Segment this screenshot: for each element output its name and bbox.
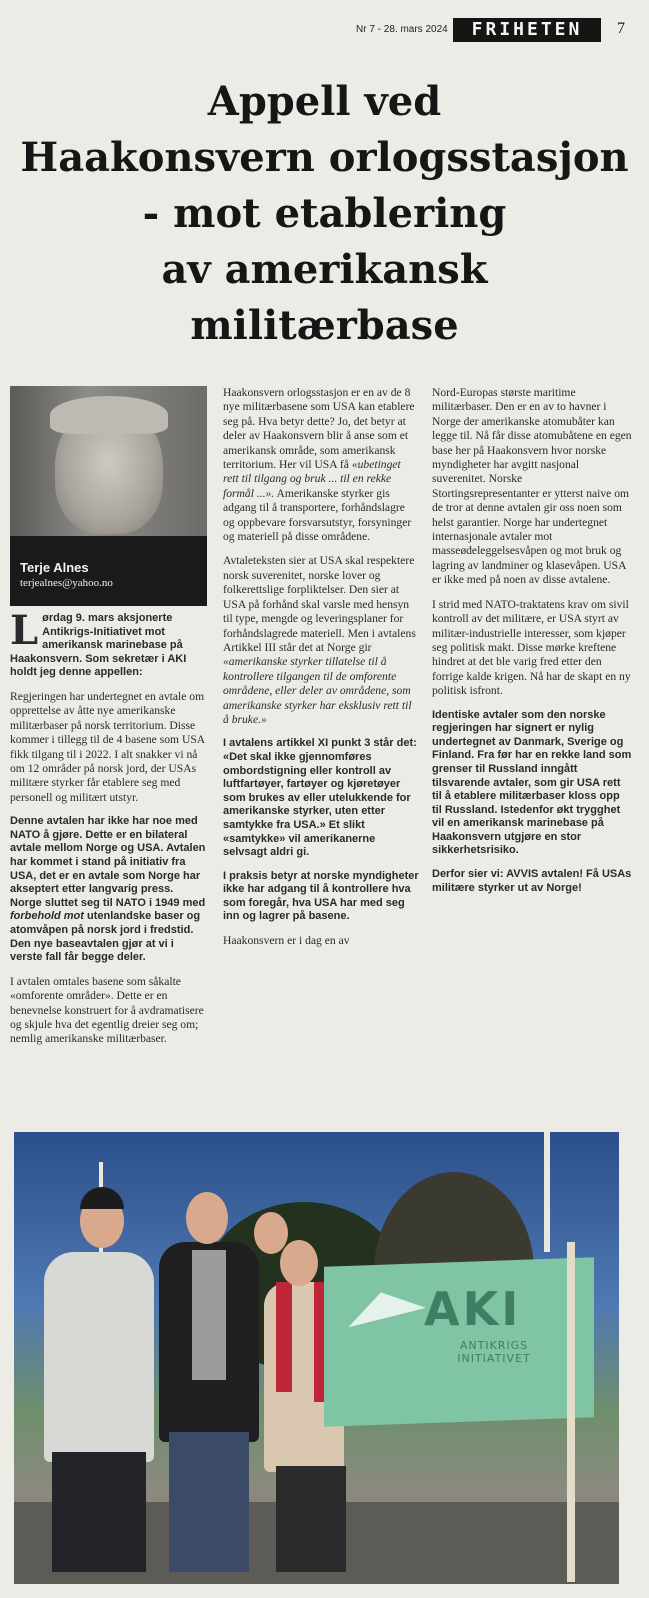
paragraph-quote: «amerikanske styrker tillatelse til å kontrollere tilgangen til de omforente områdene, eller deler av områdene, som amerikanske styrker har eksklusiv rett til å bruke.» [223,655,412,726]
paragraph: I avtalens artikkel XI punkt 3 står det: «Det skal ikke gjennomføres ombordstigning eller kontroll av luftfartøyer, fartøyer og kjøretøyer som brukes av eller utelukkende for amerikanske styrker, uten etter samtykke fra USA.» Et slikt «samtykke» vil amerikanerne selvsagt aldri gi. [223,737,417,859]
drop-cap: L [10,607,39,654]
headline-line: av amerikansk [161,246,488,293]
paragraph [223,554,419,727]
closing-paragraph: Derfor sier vi: AVVIS avtalen! Få USAs militære styrker ut av Norge! [432,868,632,894]
banner-title: AKI [424,1282,522,1336]
article-column-3 [432,386,632,905]
headline-line: Appell ved [207,78,442,125]
banner-pole [567,1242,575,1582]
headline-line: Haakonsvern orlogsstasjon [20,134,629,181]
protester-2-jeans [169,1432,249,1572]
paragraph: I strid med NATO-traktatens krav om sivil kontroll av det militære, er USA styrt av militær-industrielle interesser, som kjøper seg politisk makt. Disse mørke kreftene hindret at det ble varig fred etter den forrige kalde krigen. Nå har de skapt en ny politisk isfront. [432,597,631,698]
headline-line: militærbase [190,302,459,349]
article-column-2 [223,386,419,958]
paragraph-text: Denne avtalen har ikke har noe med NATO å gjøre. Dette er en bilateral avtale mellom Norge og USA. Avtalen har kommet i stand på initiativ fra USA, det er en avtale som Norge har akseptert etter langvarig press. Norge sluttet seg til NATO i 1949 med [10,815,206,909]
author-name: Terje Alnes [20,560,89,575]
protester-1 [44,1252,154,1462]
protester-4-legs [276,1466,346,1572]
protest-photo [14,1132,619,1584]
paragraph-quote: «ubetinget rett til tilgang og bruk ... til en rekke formål ...». [223,458,401,500]
page-number: 7 [617,20,625,37]
paragraph-text: utenlandske baser og atomvåpen på norsk jord i fredstid. Den nye baseavtalen gjør at vi i verste fall får begge deler. [10,910,201,964]
red-scarf [276,1282,292,1392]
author-hair [50,396,168,434]
paragraph-text: Avtaleteksten sier at USA skal respektere norsk suverenitet, norske lover og folkerettslige forpliktelser. Den sier at USA på forhånd skal varsle med hensyn til type, mengde og leveringsplaner for forhåndslagrede materiell. Men i avtalens Artikkel III står det at Norge gir [223,554,416,654]
paragraph: Identiske avtaler som den norske regjeringen har signert er nylig undertegnet av Danmark, Sverige og Finland. Fra før har en rekke land som grenser til Russland inngått tilsvarende avtaler, som gir USA rett til å etablere militærbaser kloss opp til Russland. Istedenfor økt trygghet vil en amerikansk marinebase på Haakonsvern utgjøre en stor sikkerhetsrisiko. [432,708,632,857]
article-headline [0,74,649,354]
banner-subtitle [424,1339,564,1365]
paragraph-emphasis: forbehold mot [10,910,84,923]
banner-subtitle-line: INITIATIVET [457,1352,531,1365]
author-email: terjealnes@yahoo.no [20,577,113,589]
paragraph-text: Amerikanske styrker gis adgang til å transportere, forhåndslagre og oppbevare forsvarsutstyr, forsyninger og materiell på disse områdene. [223,486,412,544]
paragraph-text: Haakonsvern orlogsstasjon er en av de 8 nye militærbasene som USA kan etablere seg på. Hva betyr dette? Jo, det betyr at deler av Haakonsvern blir å anse som et amerikansk område, som amerikansk territorium. Her vil USA få [223,386,415,472]
headline-line: - mot etablering [142,190,507,237]
paragraph: Nord-Europas største maritime militærbaser. Den er en av to havner i Norge der amerikanske atomubåter kan legge til. Nå får disse atomubåtene en egen base her på Haakonsvern hvor norske myndigheter har avgitt nasjonal suverenitet. Norske Stortingsrepresentanter er ytterst naive om de tror at denne avtalen gir oss noen som helst garantier. Norge har undertegnet internasjonale avtaler mot masseødeleggelsesvåpen og mot bruk og lagring av landminer og klasevåpen. USA er ikke med på noen av disse avtalene. [432,386,632,587]
lead-paragraph [10,607,208,680]
protester-2-head [186,1192,228,1244]
protester-3-head [254,1212,288,1254]
hat [80,1187,124,1209]
light-pole [544,1132,550,1252]
paragraph: I praksis betyr at norske myndigheter ikke har adgang til å kontrollere hva som foregår, hva USA har med seg inn og lagrer på basene. [223,869,419,923]
protester-2-shirt [192,1250,226,1380]
paragraph [10,815,208,965]
author-byline [10,536,207,606]
protester-1-legs [52,1452,146,1572]
article-column-1 [10,607,208,1057]
banner-subtitle-line: ANTIKRIGS [459,1339,529,1352]
protester-4-head [280,1240,318,1286]
paragraph: I avtalen omtales basene som såkalte «omforente områder». Dette er en benevnelse konstruert for å avdramatisere og skjule hva det egentlig dreier seg om; nemlig amerikanske militærbaser. [10,974,204,1046]
masthead-logo: FRIHETEN [453,18,601,42]
paragraph [223,386,419,544]
issue-date: Nr 7 - 28. mars 2024 [356,24,448,35]
page-header [0,10,649,44]
paragraph: Haakonsvern er i dag en av [223,934,350,948]
paragraph: Regjeringen har undertegnet en avtale om opprettelse av åtte nye amerikanske militærbaser på norsk territorium. Disse kommer i tillegg til de 4 basene som USA fikk tilgang til i 2022. I alt snakker vi nå om 12 områder på norsk jord, der USAs militære styrker får etablere seg med personell og militært utstyr. [10,689,205,804]
author-portrait [10,386,207,536]
lead-text: ørdag 9. mars aksjonerte Antikrigs-Initiativet mot amerikansk marinebase på Haakonsvern. Som sekretær i AKI holdt jeg denne appellen: [10,612,187,679]
